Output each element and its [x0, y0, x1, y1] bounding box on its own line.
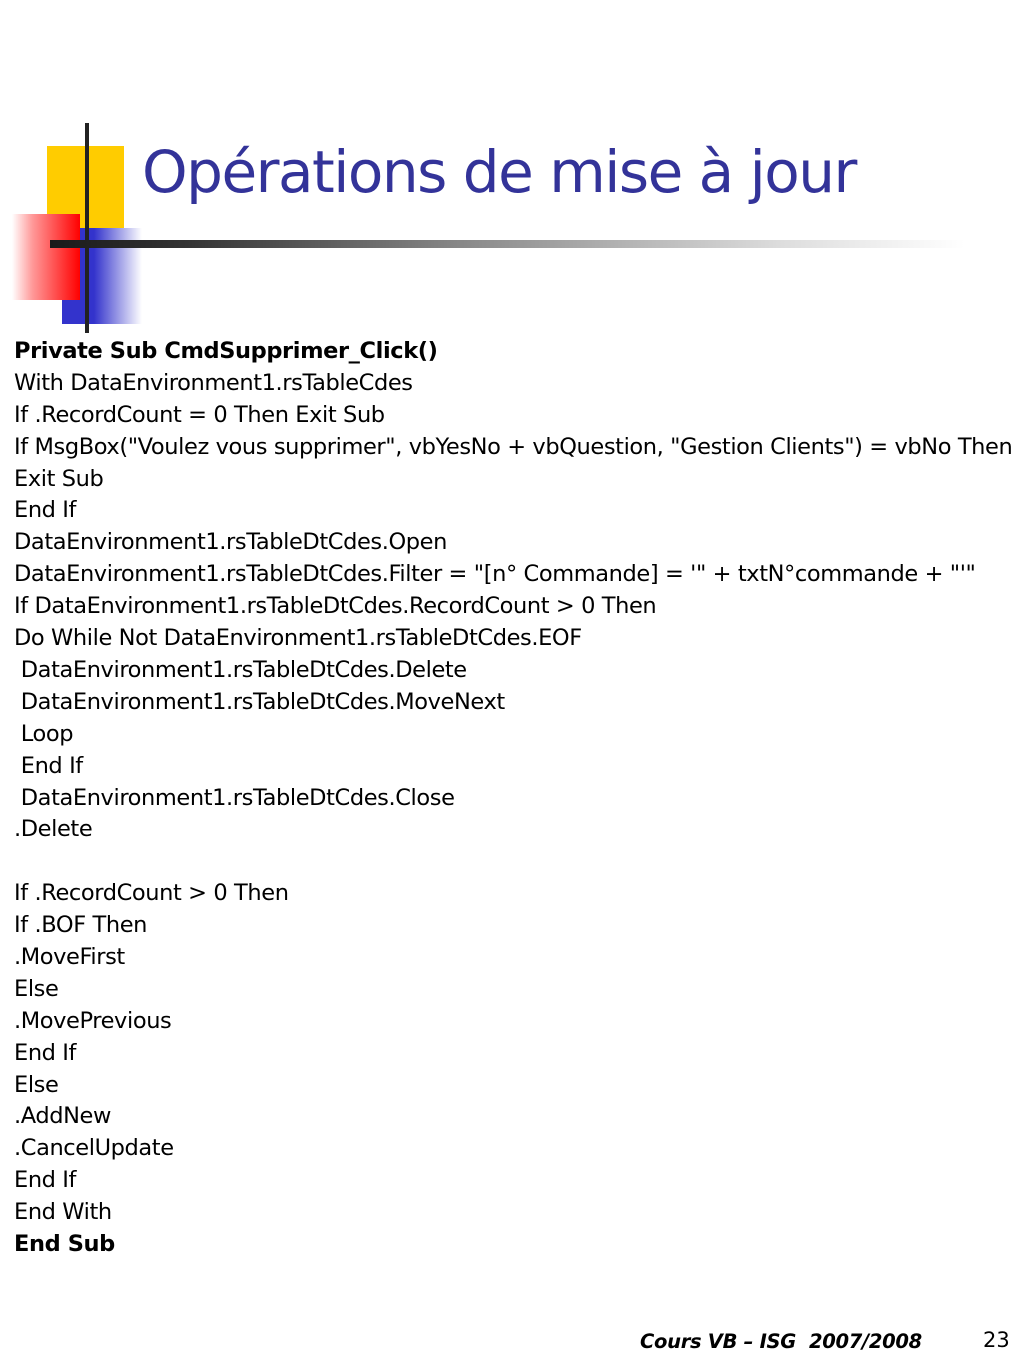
- code-line: End If: [14, 497, 77, 524]
- code-line: Else: [14, 1071, 59, 1098]
- slide-footer: Cours VB – ISG 2007/2008: [640, 1330, 922, 1353]
- code-line: .MovePrevious: [14, 1007, 172, 1034]
- code-line: DataEnvironment1.rsTableDtCdes.Filter = "[n° Commande] = '" + txtN°commande + "'": [14, 561, 976, 588]
- code-line: End If: [14, 752, 83, 779]
- code-line: DataEnvironment1.rsTableDtCdes.Open: [14, 529, 447, 556]
- code-line: Private Sub CmdSupprimer_Click(): [14, 338, 438, 364]
- decor-red-square: [12, 214, 80, 300]
- code-line: [14, 846, 1014, 878]
- code-line: End If: [14, 1167, 77, 1194]
- decor-vertical-line: [85, 123, 89, 333]
- code-line: Do While Not DataEnvironment1.rsTableDtCdes.EOF: [14, 625, 582, 652]
- code-block: [14, 336, 1014, 1261]
- code-line: .Delete: [14, 816, 93, 843]
- code-line: If MsgBox("Voulez vous supprimer", vbYesNo + vbQuestion, "Gestion Clients") = vbNo Then: [14, 433, 1013, 460]
- code-line: Exit Sub: [14, 465, 104, 492]
- code-line: If .RecordCount > 0 Then: [14, 880, 289, 907]
- code-line: End If: [14, 1039, 77, 1066]
- code-line: End With: [14, 1199, 112, 1226]
- slide-title: Opérations de mise à jour: [142, 138, 856, 206]
- page-number: 23: [983, 1328, 1010, 1352]
- code-line: DataEnvironment1.rsTableDtCdes.Close: [14, 784, 455, 811]
- code-line: If DataEnvironment1.rsTableDtCdes.RecordCount > 0 Then: [14, 593, 657, 620]
- code-line: DataEnvironment1.rsTableDtCdes.Delete: [14, 656, 467, 683]
- code-line: If .RecordCount = 0 Then Exit Sub: [14, 401, 385, 428]
- code-line: DataEnvironment1.rsTableDtCdes.MoveNext: [14, 688, 505, 715]
- code-line: .MoveFirst: [14, 943, 125, 970]
- title-underline: [50, 240, 965, 248]
- code-line: .CancelUpdate: [14, 1135, 174, 1162]
- code-line: With DataEnvironment1.rsTableCdes: [14, 369, 413, 396]
- code-line: Loop: [14, 720, 74, 747]
- code-line: If .BOF Then: [14, 912, 148, 939]
- code-line: Else: [14, 975, 59, 1002]
- code-line: End Sub: [14, 1230, 115, 1257]
- code-line: .AddNew: [14, 1103, 111, 1130]
